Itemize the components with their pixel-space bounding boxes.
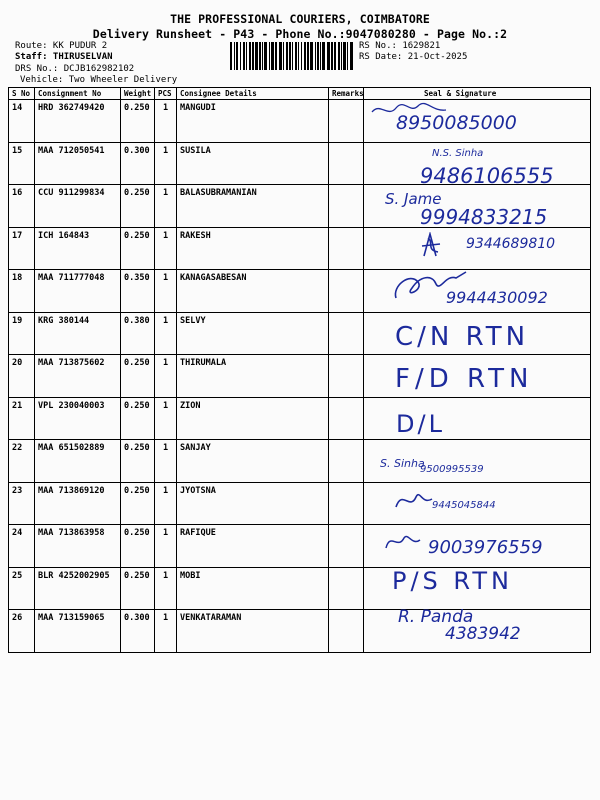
col-consignment: Consignment No: [35, 88, 121, 100]
cell-consignment: VPL 230040003: [35, 397, 121, 440]
cell-remarks: [329, 525, 364, 568]
cell-weight: 0.250: [121, 440, 155, 483]
cell-remarks: [329, 185, 364, 228]
table-row: [9, 482, 591, 525]
cell-sno: 18: [9, 270, 35, 313]
cell-consignment: MAA 713869120: [35, 482, 121, 525]
col-consignee: Consignee Details: [177, 88, 329, 100]
rs-date: RS Date: 21-Oct-2025: [359, 52, 468, 62]
cell-remarks: [329, 142, 364, 185]
signature-scribble: [420, 232, 442, 260]
cell-consignee: VENKATARAMAN: [177, 610, 329, 653]
cell-consignment: ICH 164843: [35, 227, 121, 270]
cell-pcs: 1: [155, 100, 177, 143]
hw-phone-16: 9994833215: [420, 205, 548, 229]
cell-sno: 22: [9, 440, 35, 483]
hw-phone-26: 4383942: [445, 624, 521, 644]
cell-consignee: RAKESH: [177, 227, 329, 270]
cell-weight: 0.300: [121, 142, 155, 185]
cell-pcs: 1: [155, 525, 177, 568]
cell-pcs: 1: [155, 355, 177, 398]
cell-weight: 0.250: [121, 397, 155, 440]
cell-consignment: KRG 380144: [35, 312, 121, 355]
cell-pcs: 1: [155, 227, 177, 270]
table-row: [9, 440, 591, 483]
cell-weight: 0.250: [121, 100, 155, 143]
cell-sno: 25: [9, 567, 35, 610]
col-pcs: PCS: [155, 88, 177, 100]
cell-consignment: CCU 911299834: [35, 185, 121, 228]
cell-pcs: 1: [155, 482, 177, 525]
cell-consignee: SELVY: [177, 312, 329, 355]
cell-consignment: MAA 651502889: [35, 440, 121, 483]
cell-sno: 17: [9, 227, 35, 270]
cell-consignment: BLR 4252002905: [35, 567, 121, 610]
cell-pcs: 1: [155, 610, 177, 653]
col-signature: Seal & Signature: [364, 88, 591, 100]
cell-consignee: MANGUDI: [177, 100, 329, 143]
cell-remarks: [329, 610, 364, 653]
col-sno: S No: [9, 88, 35, 100]
col-weight: Weight: [121, 88, 155, 100]
cell-remarks: [329, 482, 364, 525]
cell-remarks: [329, 440, 364, 483]
cell-weight: 0.250: [121, 355, 155, 398]
cell-weight: 0.250: [121, 567, 155, 610]
cell-consignee: ZION: [177, 397, 329, 440]
signature-scribble: [392, 485, 436, 513]
hw-note-21: D/L: [396, 410, 445, 438]
table-row: [9, 397, 591, 440]
cell-pcs: 1: [155, 567, 177, 610]
cell-pcs: 1: [155, 397, 177, 440]
runsheet-subtitle: Delivery Runsheet - P43 - Phone No.:9047080280 - Page No.:2: [92, 27, 508, 41]
hw-note-19: C/N RTN: [395, 322, 530, 352]
cell-consignment: MAA 713159065: [35, 610, 121, 653]
cell-consignee: THIRUMALA: [177, 355, 329, 398]
hw-phone-23: 9445045844: [432, 500, 496, 511]
cell-sno: 23: [9, 482, 35, 525]
cell-consignment: HRD 362749420: [35, 100, 121, 143]
hw-note-25: P/S RTN: [392, 567, 513, 595]
hw-phone-15: 9486106555: [420, 164, 554, 188]
cell-pcs: 1: [155, 440, 177, 483]
cell-consignee: MOBI: [177, 567, 329, 610]
cell-sno: 20: [9, 355, 35, 398]
cell-remarks: [329, 312, 364, 355]
drs-label: DRS No.: DCJB162982102: [15, 64, 135, 74]
hw-name-16: S. Jame: [385, 190, 442, 208]
cell-sno: 21: [9, 397, 35, 440]
cell-consignee: BALASUBRAMANIAN: [177, 185, 329, 228]
cell-sno: 14: [9, 100, 35, 143]
cell-weight: 0.250: [121, 185, 155, 228]
hw-phone-14: 8950085000: [396, 112, 517, 134]
cell-weight: 0.250: [121, 227, 155, 270]
hw-phone-17: 9344689810: [466, 236, 556, 252]
cell-weight: 0.250: [121, 482, 155, 525]
cell-remarks: [329, 270, 364, 313]
company-title: THE PROFESSIONAL COURIERS, COIMBATORE: [170, 12, 430, 26]
cell-sno: 15: [9, 142, 35, 185]
cell-consignee: SUSILA: [177, 142, 329, 185]
cell-consignment: MAA 713863958: [35, 525, 121, 568]
barcode: [230, 42, 354, 70]
signature-scribble: [382, 528, 422, 552]
cell-remarks: [329, 355, 364, 398]
table-header-row: [9, 88, 591, 100]
staff-label: Staff: THIRUSELVAN: [15, 52, 113, 62]
cell-consignee: KANAGASABESAN: [177, 270, 329, 313]
cell-consignment: MAA 713875602: [35, 355, 121, 398]
cell-weight: 0.350: [121, 270, 155, 313]
cell-consignee: SANJAY: [177, 440, 329, 483]
route-label: Route: KK PUDUR 2: [15, 41, 108, 51]
cell-pcs: 1: [155, 312, 177, 355]
cell-pcs: 1: [155, 185, 177, 228]
cell-weight: 0.250: [121, 525, 155, 568]
cell-consignee: JYOTSNA: [177, 482, 329, 525]
cell-sno: 16: [9, 185, 35, 228]
cell-sno: 24: [9, 525, 35, 568]
cell-pcs: 1: [155, 270, 177, 313]
cell-weight: 0.300: [121, 610, 155, 653]
cell-consignment: MAA 711777048: [35, 270, 121, 313]
cell-pcs: 1: [155, 142, 177, 185]
cell-remarks: [329, 100, 364, 143]
hw-name-15: N.S. Sinha: [432, 148, 484, 159]
cell-consignment: MAA 712050541: [35, 142, 121, 185]
rs-number: RS No.: 1629821: [359, 41, 441, 51]
cell-sno: 26: [9, 610, 35, 653]
hw-name-26: R. Panda: [398, 607, 474, 627]
cell-remarks: [329, 397, 364, 440]
cell-remarks: [329, 227, 364, 270]
cell-weight: 0.380: [121, 312, 155, 355]
hw-name-22: S. Sinha: [380, 457, 425, 470]
cell-consignee: RAFIQUE: [177, 525, 329, 568]
cell-sno: 19: [9, 312, 35, 355]
hw-phone-22: 9500995539: [420, 464, 484, 475]
col-remarks: Remarks: [329, 88, 364, 100]
cell-remarks: [329, 567, 364, 610]
hw-phone-24: 9003976559: [428, 537, 543, 558]
hw-phone-18: 9944430092: [446, 288, 548, 307]
hw-note-20: F/D RTN: [395, 364, 534, 394]
vehicle-label: Vehicle: Two Wheeler Delivery: [20, 75, 178, 85]
